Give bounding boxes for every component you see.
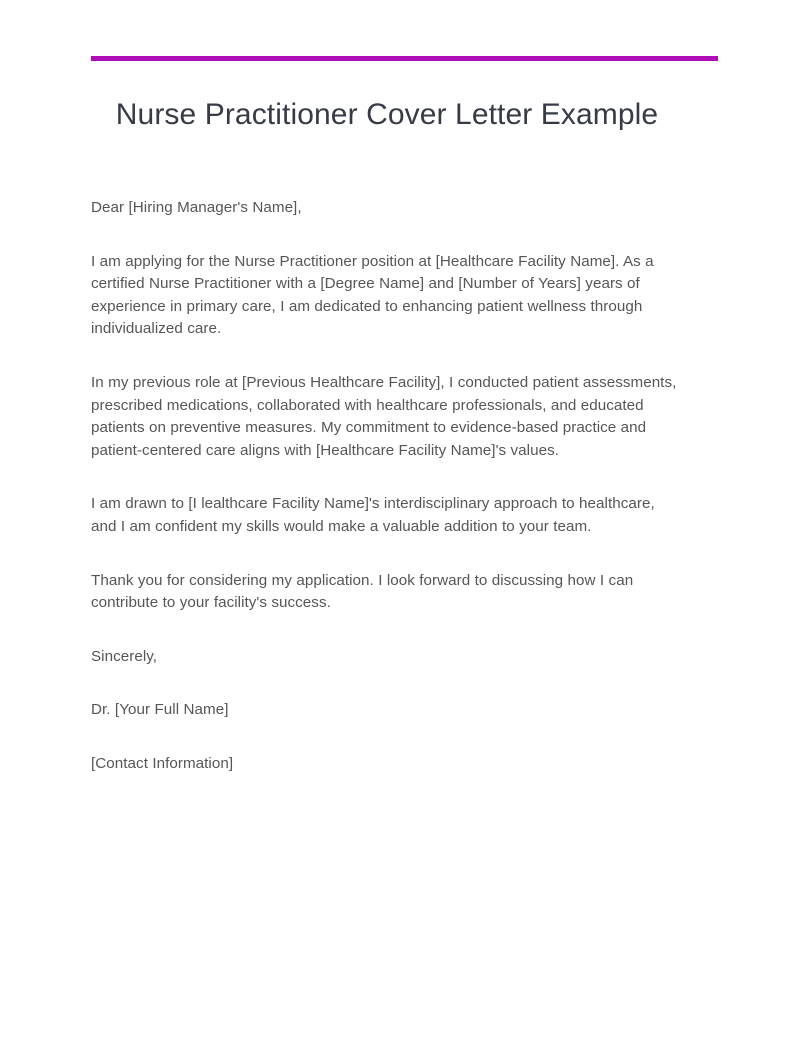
accent-rule-divider [91,56,718,61]
letter-paragraph: Thank you for considering my application. I look forward to discussing how I can contribute to your facility's success. [91,571,634,612]
letter-closing: Sincerely, [91,647,158,665]
letter-salutation: Dear [Hiring Manager's Name], [91,199,302,216]
letter-paragraph: I am drawn to [I lealthcare Facility Name]'s interdisciplinary approach to healthcare, and I am confident my skills would make a valuable addition to your team. [91,495,655,535]
letter-paragraph: In my previous role at [Previous Healthcare Facility], I conducted patient assessments, prescribed medications, collaborated with healthcare professionals, and educated patients on preventive measures. My commitment to evidence-based practice and patient-centered care aligns with [Healthcare Facility Name]'s values. [91,373,677,459]
letter-contact-information: [Contact Information] [91,754,234,772]
letter-body [91,197,683,776]
letter-signature-name: Dr. [Your Full Name] [91,701,229,719]
letter-content [91,96,683,776]
letter-paragraph: I am applying for the Nurse Practitioner position at [Healthcare Facility Name]. As a certified Nurse Practitioner with a [Degree Name] and [Number of Years] years of experience in primary care, I am dedicated to enhancing patient wellness through individualized care. [91,252,654,338]
page-title: Nurse Practitioner Cover Letter Example [115,98,659,131]
